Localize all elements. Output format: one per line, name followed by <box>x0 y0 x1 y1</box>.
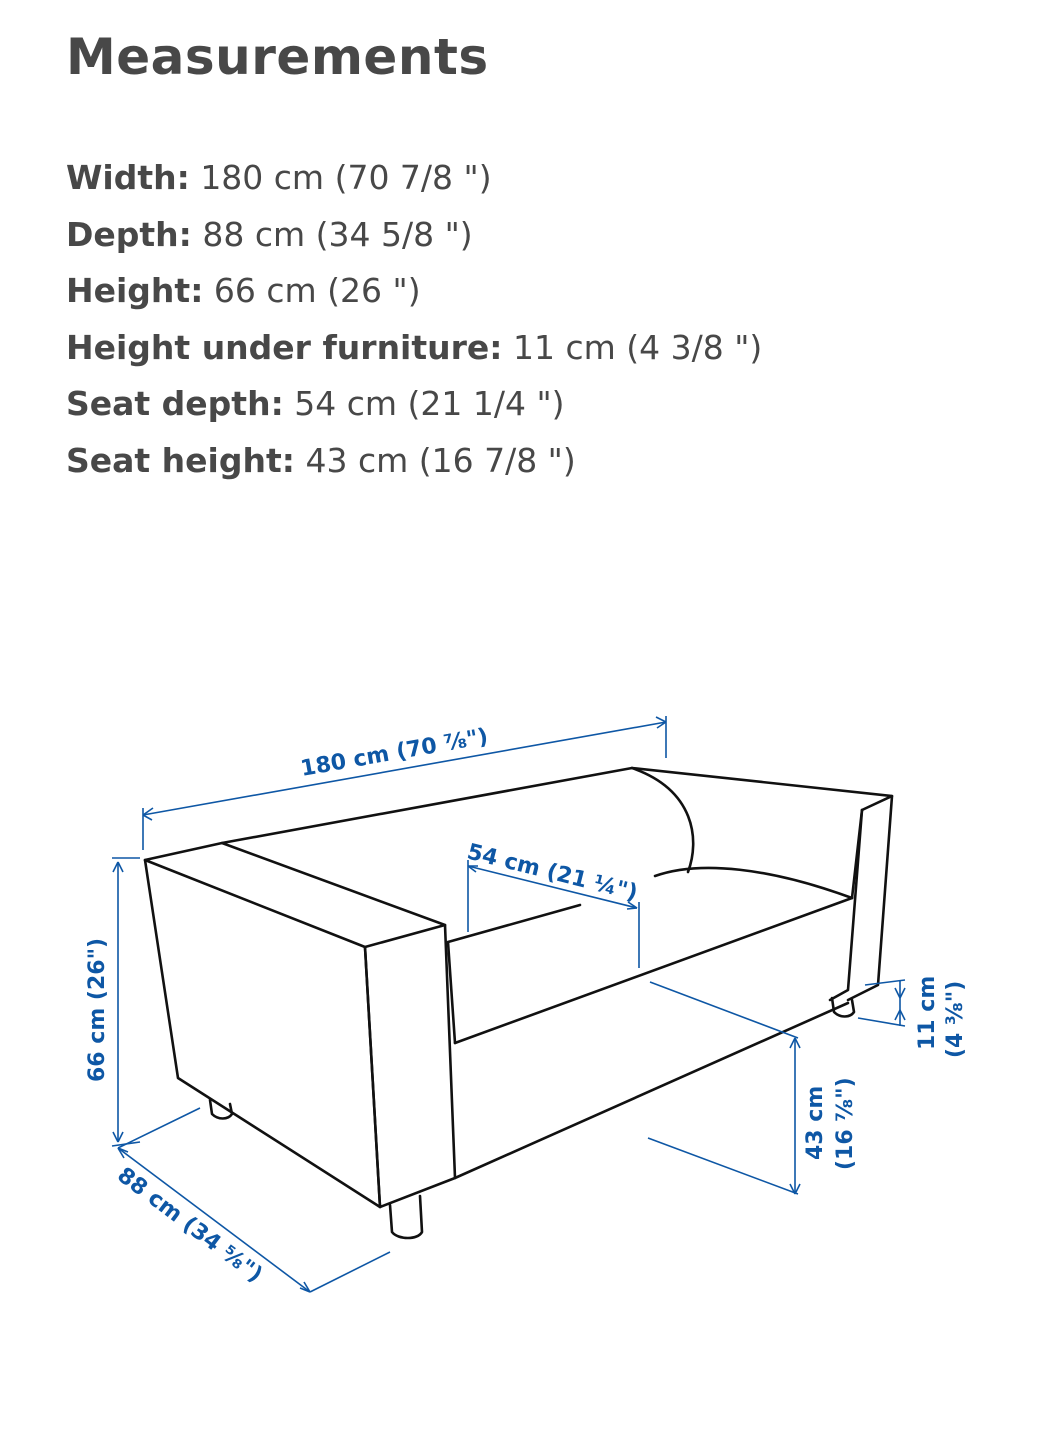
depth-dimension-label: 88 cm (34 ⅝") <box>112 1162 267 1288</box>
spec-label: Height under furniture: <box>66 327 503 367</box>
seat-height-cm-label: 43 cm <box>803 1085 828 1160</box>
seat-height-in-label: (16 ⅞") <box>833 1077 858 1170</box>
sofa-left-arm-front <box>365 925 455 1207</box>
spec-value: 11 cm (4 3/8 ") <box>513 327 763 367</box>
spec-height <box>66 263 762 320</box>
sofa-base-front <box>455 1003 848 1178</box>
depth-dimension-line <box>118 1148 310 1292</box>
spec-value: 180 cm (70 7/8 ") <box>200 158 492 197</box>
spec-value: 43 cm (16 7/8 ") <box>305 440 576 480</box>
spec-label: Width: <box>66 158 190 197</box>
sofa-left-arm-side <box>145 860 380 1207</box>
page-title: Measurements <box>66 28 489 86</box>
spec-label: Seat height: <box>66 440 295 480</box>
height-dimension-label: 66 cm (26") <box>85 937 110 1082</box>
spec-label: Depth: <box>66 214 192 254</box>
seat-depth-dimension-label: 54 cm (21 ¼") <box>464 839 640 907</box>
sofa-diagram-svg <box>80 690 980 1350</box>
spec-label: Height: <box>66 271 204 310</box>
width-dimension-line <box>143 722 666 815</box>
spec-seat-height <box>66 433 762 490</box>
sofa-seat-back-line <box>655 868 852 898</box>
measurement-list <box>66 150 762 489</box>
leg-height-in-label: (4 ⅜") <box>943 980 968 1058</box>
dimension-lines <box>112 716 905 1292</box>
sofa-left-arm-top <box>145 843 445 947</box>
sofa-seat-front <box>455 898 852 1043</box>
leg-height-cm-label: 11 cm <box>915 975 940 1050</box>
sofa-drawing <box>145 768 892 1238</box>
sofa-dimension-diagram <box>80 690 980 1350</box>
dimension-labels <box>85 724 968 1288</box>
spec-value: 54 cm (21 1/4 ") <box>294 384 565 423</box>
spec-depth <box>66 207 762 264</box>
spec-value: 88 cm (34 5/8 ") <box>202 214 473 254</box>
sofa-back-cushion <box>632 768 693 872</box>
spec-seat-depth <box>66 376 762 433</box>
width-dimension-label: 180 cm (70 ⅞") <box>298 724 490 782</box>
sofa-back-top <box>222 768 892 843</box>
spec-height-under-furniture <box>66 320 762 377</box>
spec-label: Seat depth: <box>66 384 284 423</box>
spec-width <box>66 150 762 207</box>
spec-value: 66 cm (26 ") <box>213 271 421 310</box>
